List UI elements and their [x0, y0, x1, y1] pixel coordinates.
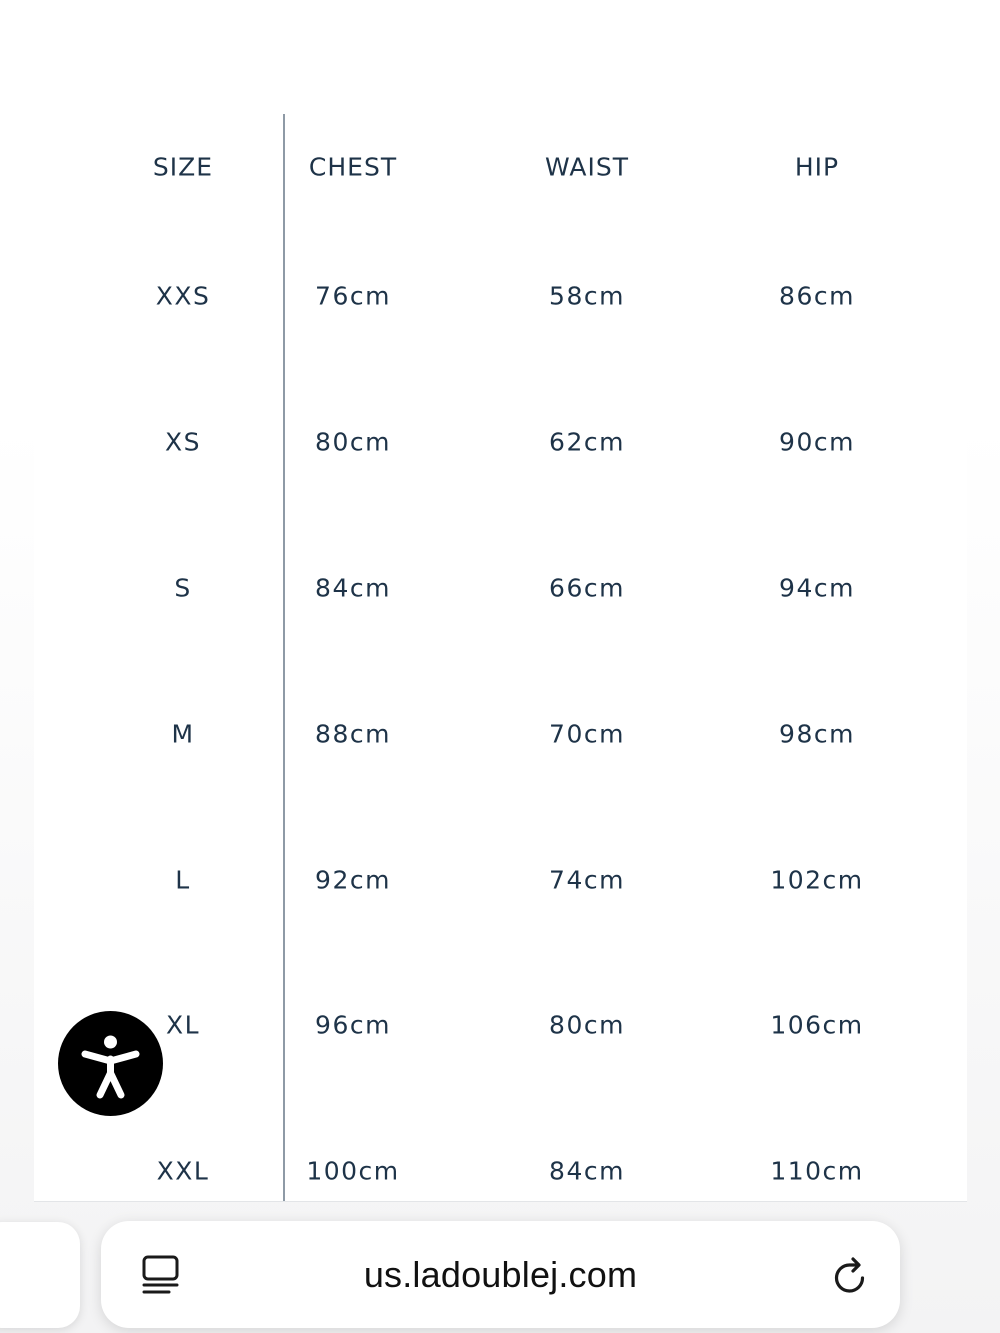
chest-cell: 80cm — [315, 427, 391, 457]
size-cell: L — [175, 865, 191, 895]
previous-tab-preview[interactable] — [0, 1222, 80, 1328]
hip-cell: 102cm — [770, 865, 864, 895]
size-cell: XL — [165, 1010, 201, 1040]
waist-cell: 80cm — [549, 1010, 625, 1040]
accessibility-button[interactable] — [58, 1011, 163, 1116]
chest-cell: 84cm — [315, 573, 391, 603]
size-cell: S — [174, 573, 192, 603]
chest-cell: 92cm — [315, 865, 391, 895]
waist-cell: 58cm — [549, 281, 625, 311]
waist-cell: 74cm — [549, 865, 625, 895]
browser-address-bar[interactable] — [101, 1221, 900, 1328]
size-cell: M — [171, 719, 195, 749]
size-cell: XXS — [155, 281, 211, 311]
chest-cell: 76cm — [315, 281, 391, 311]
panel-bottom-edge — [34, 1201, 967, 1202]
column-header-waist: WAIST — [545, 152, 629, 182]
waist-cell: 62cm — [549, 427, 625, 457]
hip-cell: 86cm — [779, 281, 855, 311]
reload-icon[interactable] — [828, 1254, 872, 1298]
url-text[interactable]: us.ladoublej.com — [363, 1254, 638, 1295]
chest-cell: 100cm — [306, 1156, 400, 1186]
hip-cell: 90cm — [779, 427, 855, 457]
hip-cell: 106cm — [770, 1010, 864, 1040]
hip-cell: 98cm — [779, 719, 855, 749]
waist-cell: 84cm — [549, 1156, 625, 1186]
size-column-divider — [283, 114, 285, 1202]
column-header-size: SIZE — [152, 152, 214, 182]
chest-cell: 88cm — [315, 719, 391, 749]
size-cell: XXL — [156, 1156, 210, 1186]
size-cell: XS — [165, 427, 201, 457]
column-header-hip: HIP — [794, 152, 840, 182]
waist-cell: 70cm — [549, 719, 625, 749]
chest-cell: 96cm — [315, 1010, 391, 1040]
hip-cell: 94cm — [779, 573, 855, 603]
waist-cell: 66cm — [549, 573, 625, 603]
column-header-chest: CHEST — [308, 152, 398, 182]
accessibility-person-icon — [58, 1011, 163, 1116]
hip-cell: 110cm — [770, 1156, 864, 1186]
